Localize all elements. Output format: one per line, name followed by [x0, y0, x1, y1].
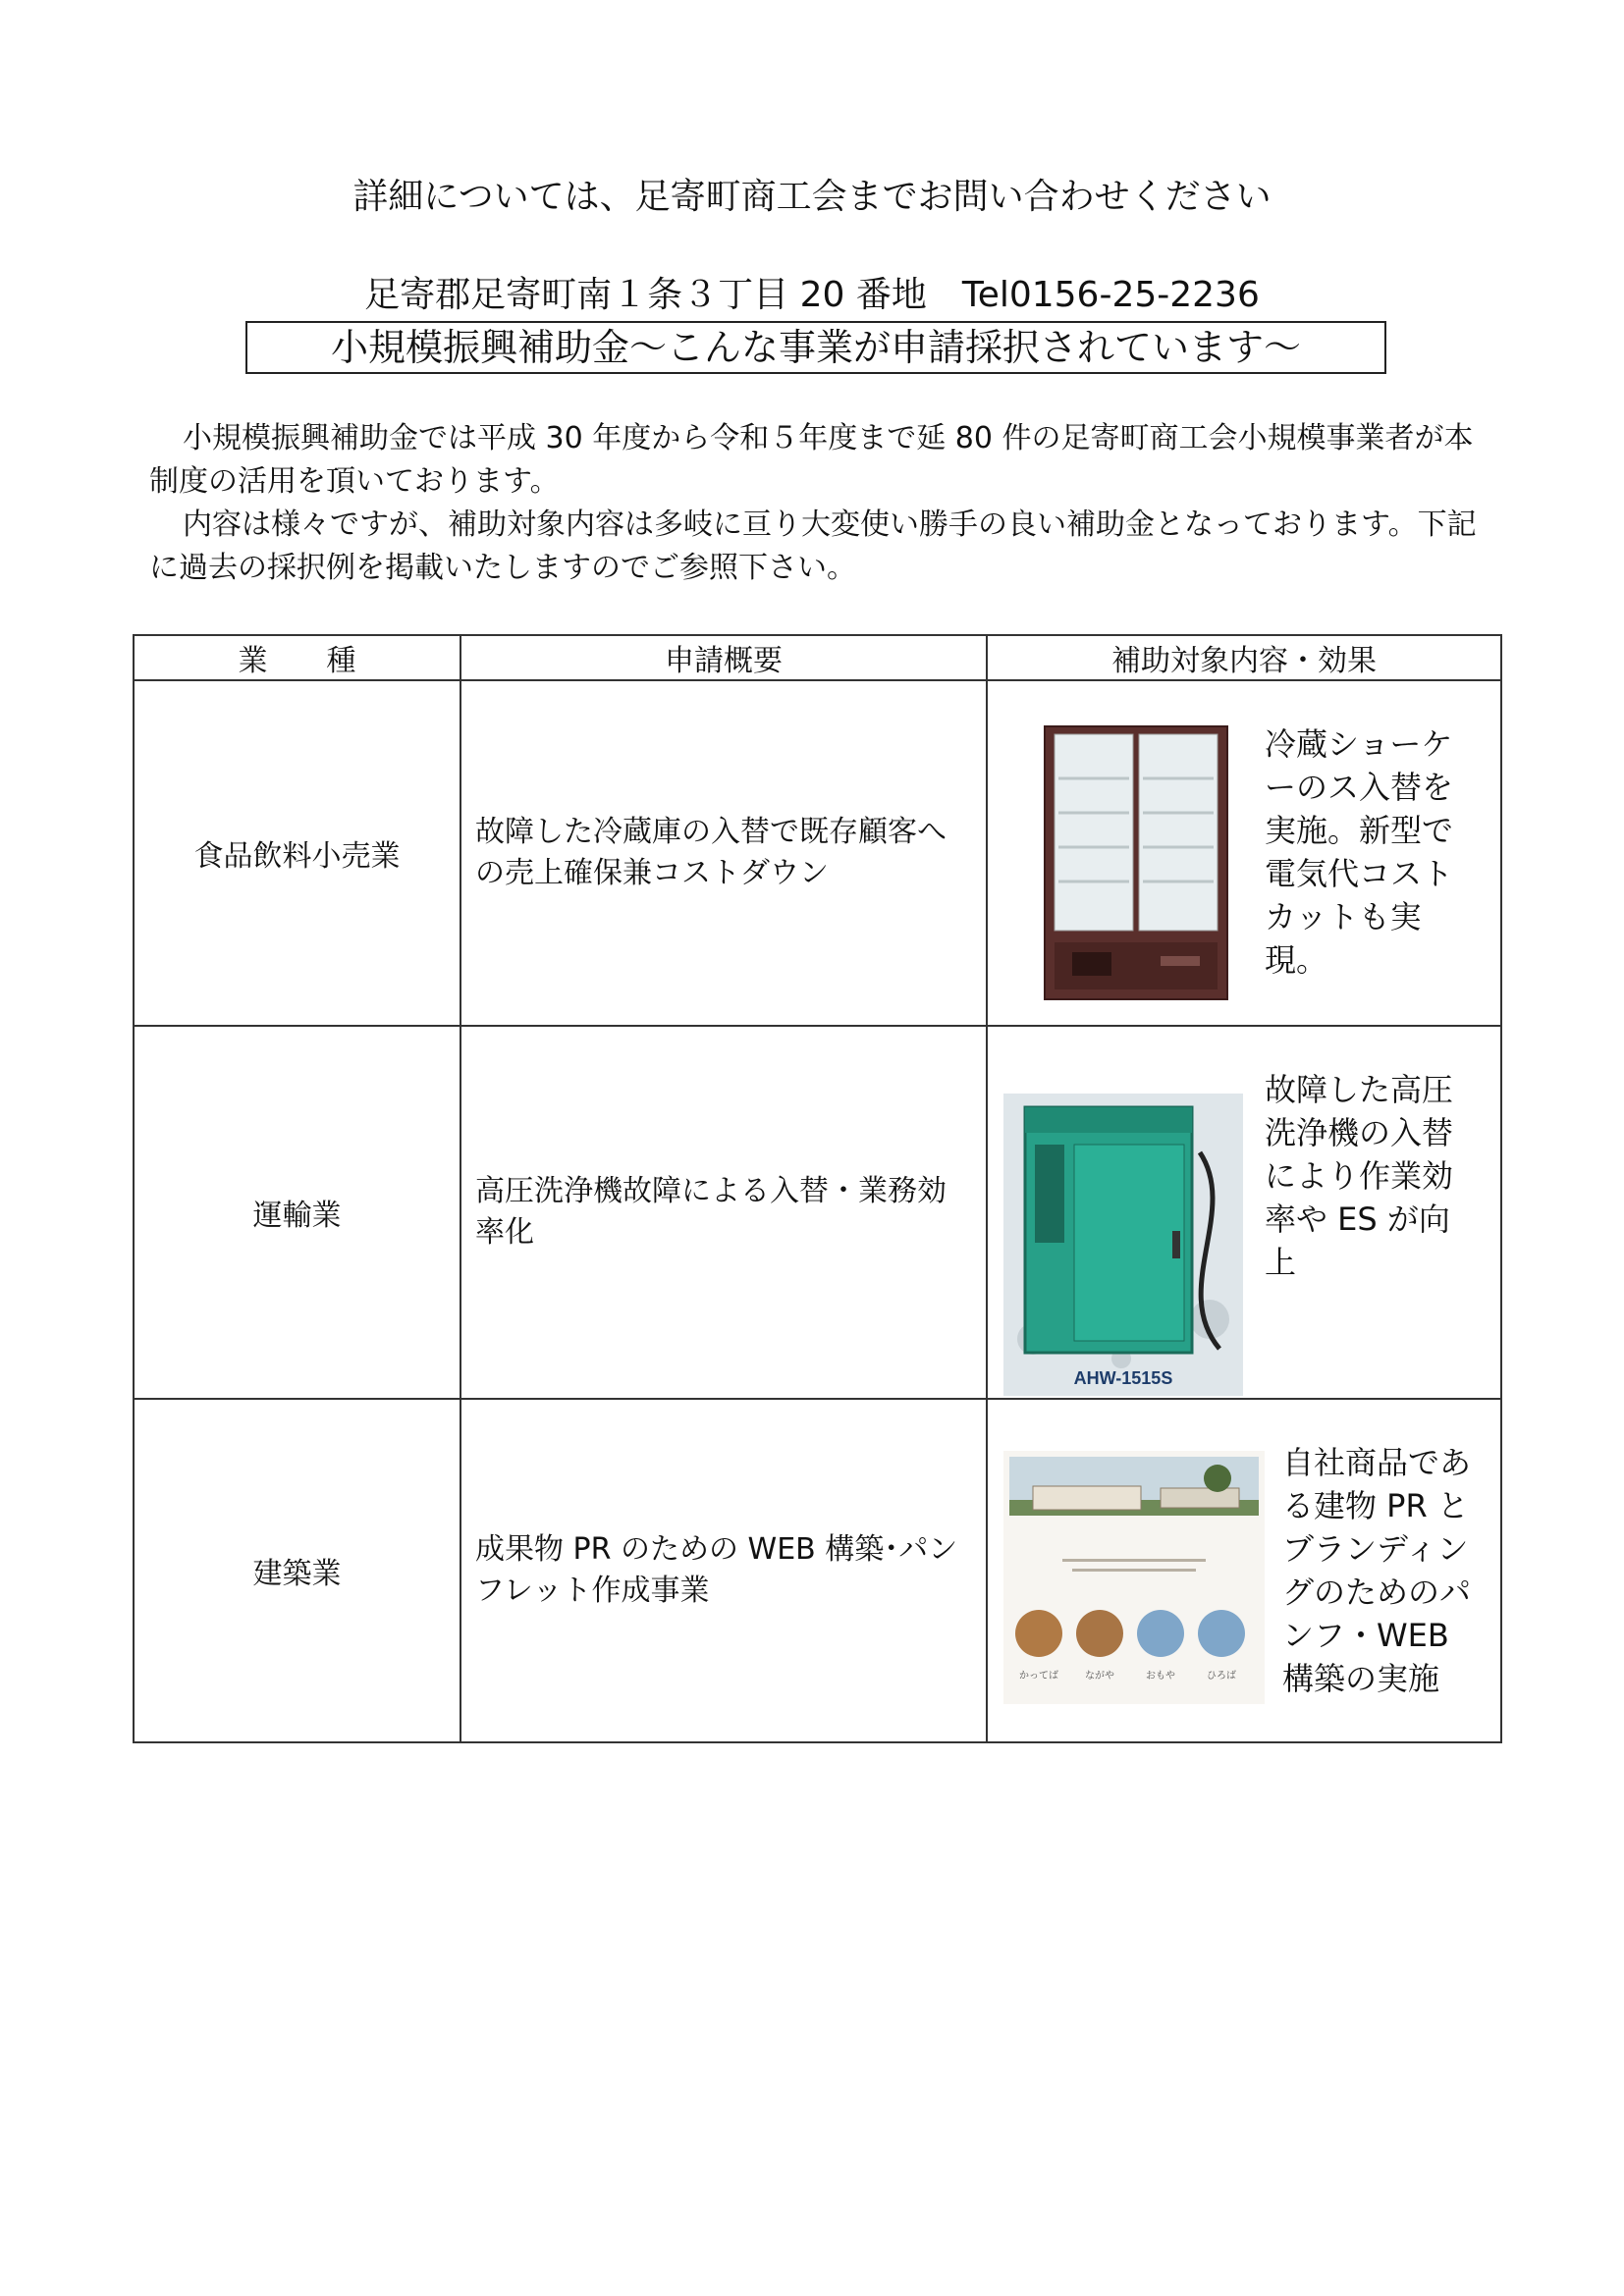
effect-text: 故障した高圧洗浄機の入替により作業効率や ES が向上: [1265, 1071, 1454, 1281]
intro-paragraph-2: 内容は様々ですが、補助対象内容は多岐に亘り大変使い勝手の良い補助金となっております。下記に過去の採択例を掲載いたしますのでご参照下さい。: [149, 507, 1477, 585]
intro-text: [149, 417, 1494, 590]
table-header-row: [134, 635, 1501, 680]
summary-cell: 高圧洗浄機故障による入替・業務効率化: [460, 1026, 987, 1399]
header-industry: 業 種: [134, 635, 460, 680]
page-title: 小規模振興補助金～こんな事業が申請採択されています～: [245, 321, 1386, 374]
summary-cell: 成果物 PR のための WEB 構築･パンフレット作成事業: [460, 1399, 987, 1742]
table-row: [134, 1026, 1501, 1399]
table-row: [134, 1399, 1501, 1742]
brochure-label: ながや: [1085, 1671, 1114, 1682]
intro-paragraph-1: 小規模振興補助金では平成 30 年度から令和５年度まで延 80 件の足寄町商工会小規模事業者が本制度の活用を頂いております。: [149, 421, 1474, 499]
effect-text: 自社商品である建物 PR とブランディングのためのパンフ・WEB 構築の実施: [1282, 1444, 1472, 1697]
washer-model-label: AHW-1515S: [1073, 1368, 1173, 1388]
address-line: 足寄郡足寄町南１条３丁目 20 番地 Tel0156-25-2236: [364, 275, 1260, 315]
industry-cell: 食品飲料小売業: [134, 680, 460, 1026]
industry-cell: 運輸業: [134, 1026, 460, 1399]
effect-cell: [987, 680, 1501, 1026]
brochure-label: かってば: [1019, 1671, 1058, 1682]
brochure-label: おもや: [1146, 1671, 1175, 1682]
summary-cell: 故障した冷蔵庫の入替で既存顧客への売上確保兼コストダウン: [460, 680, 987, 1026]
brochure-image: [1003, 1451, 1265, 1704]
effect-cell: [987, 1026, 1501, 1399]
effect-cell: [987, 1399, 1501, 1742]
effect-text: 冷蔵ショーケーのス入替を実施。新型で電気代コストカットも実現。: [1265, 725, 1454, 979]
brochure-label: ひろば: [1207, 1671, 1236, 1682]
contact-line: 詳細については、足寄町商工会までお問い合わせください: [352, 177, 1272, 217]
header-summary: 申請概要: [460, 635, 987, 680]
pressure-washer-image: [1003, 1094, 1243, 1396]
header-effect: 補助対象内容・効果: [987, 635, 1501, 680]
industry-cell: 建築業: [134, 1399, 460, 1742]
table-row: [134, 680, 1501, 1026]
case-table: [133, 634, 1502, 1743]
refrigerator-showcase-image: [1043, 724, 1229, 1001]
